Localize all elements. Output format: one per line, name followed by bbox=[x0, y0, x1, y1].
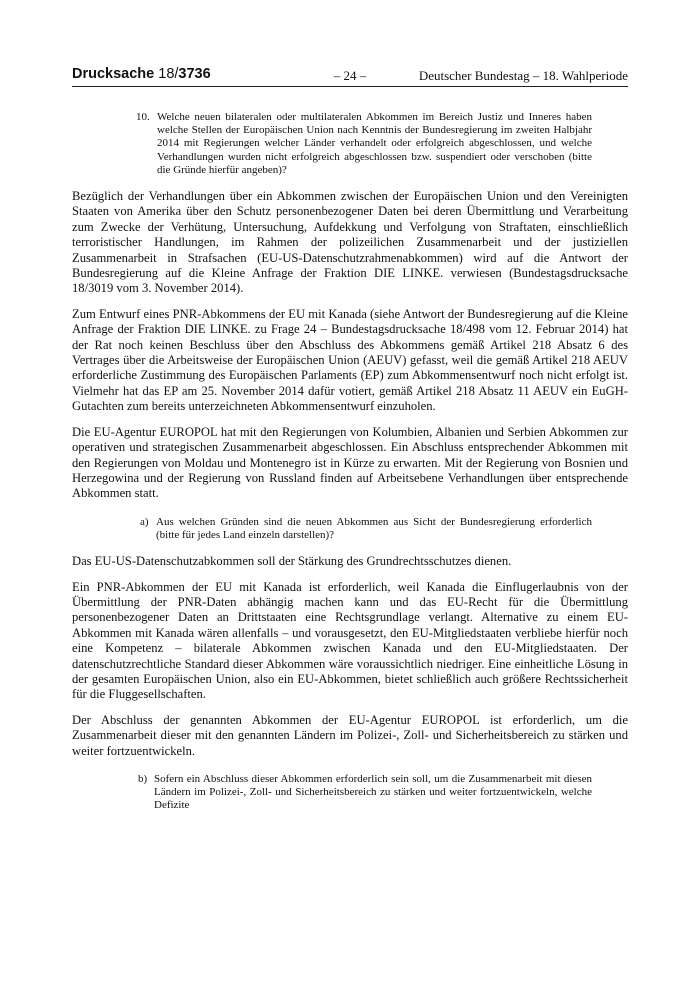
question-10 bbox=[136, 111, 592, 177]
answer-paragraph: Das EU-US-Datenschutzabkommen soll der Stärkung des Grundrechtsschutzes dienen. bbox=[72, 554, 512, 569]
question-label: b) bbox=[138, 773, 148, 786]
question-text: Welche neuen bilateralen oder multilateralen Abkommen im Bereich Justiz und Inneres haben welche Stellen der Europäischen Union nach Kenntnis der Bundesregierung im zweiten Halbjahr 2014 mit Regierungen welcher Länder verhandelt oder erfolgreich abgeschlossen, und welche Verhandlungen wurden nicht erfolgreich abgeschlossen bzw. suspendiert oder verschoben (bitte die Gründe hierfür angeben)? bbox=[157, 111, 592, 176]
answer-paragraph: Zum Entwurf eines PNR-Abkommens der EU mit Kanada (siehe Antwort der Bundesregierung auf die Kleine Anfrage der Fraktion DIE LINKE. zu Frage 24 – Bundestagsdrucksache 18/498 vom 12. Februar 2014) hat der Rat noch keinen Beschluss über den Abschluss des Abkommens gemäß Artikel 218 Absatz 6 des Vertrages über die Arbeitsweise der Europäischen Union (AEUV) gefasst, weil die gemäß Artikel 218 AEUV erforderliche Zustimmung des Europäischen Parlaments (EP) zum Abkommensentwurf noch nicht erfolgt ist. Vielmehr hat das EP am 25. November 2014 dafür votiert, gemäß Artikel 218 Absatz 11 AEUV ein EuGH-Gutachten zum bereits unterzeichneten Abkommensentwurf einzuholen. bbox=[72, 306, 628, 414]
question-10b bbox=[138, 773, 592, 813]
institution-label: Deutscher Bundestag – 18. Wahlperiode bbox=[418, 68, 628, 83]
page-content bbox=[72, 111, 628, 813]
answer-paragraph: Die EU-Agentur EUROPOL hat mit den Regierungen von Kolumbien, Albanien und Serbien Abkommen zur operativen und strategischen Zusammenarbeit abgeschlossen. Ein Abschluss entsprechender Abkommen mit den Regierungen von Moldau und Montenegro ist in Kürze zu erwarten. Mit der Regierung von Bosnien und Herzegowina und der Regierung von Russland finden auf Arbeitsebene Verhandlungen über entsprechende Abkommen statt. bbox=[72, 424, 628, 501]
question-number: 10. bbox=[136, 111, 150, 123]
question-10a bbox=[140, 516, 592, 542]
answer-paragraph: Ein PNR-Abkommen der EU mit Kanada ist erforderlich, weil Kanada die Einflugerlaubnis von der Übermittlung der PNR-Daten abhängig machen kann und das EU-Recht für die Übermittlung personenbezogener Daten an Drittstaaten eine Rechtsgrundlage verlangt. Alternative zu einem EU-Abkommen mit Kanada wären allenfalls – und vorausgesetzt, den EU-Mitgliedstaaten verbliebe hierfür noch eine Kompetenz – bilaterale Abkommen zwischen Kanada und den EU-Mitgliedstaaten. Der datenschutzrechtliche Standard dieser Abkommen wäre voraussichtlich niedriger. Eine einheitliche Lösung in der gesamten Europäischen Union, also ein EU-Abkommen, bietet schließlich auch größere Rechtssicherheit für die Fluggesellschaften. bbox=[72, 579, 628, 702]
doc-wahlperiode: 18/ bbox=[158, 66, 179, 82]
page-header bbox=[72, 64, 628, 87]
question-label: a) bbox=[140, 515, 149, 528]
answer-paragraph: Bezüglich der Verhandlungen über ein Abkommen zwischen der Europäischen Union und den Vereinigten Staaten von Amerika über den Schutz personenbezogener Daten bei deren Übermittlung und Verarbeitung zum Zwecke der Verhütung, Untersuchung, Aufdekkung und Verfolgung von Straftaten, einschließlich terroristischer Handlungen, im Rahmen der polizeilichen Zusammenarbeit und der justiziellen Zusammenarbeit in Strafsachen (EU-US-Datenschutzrahmenabkommen) wird auf die Antwort der Bundesregierung auf die Kleine Anfrage der Fraktion DIE LINKE. verwiesen (Bundestagsdrucksache 18/3019 vom 3. November 2014). bbox=[72, 189, 628, 296]
page-number: – 24 – bbox=[333, 68, 367, 83]
answer-paragraph: Der Abschluss der genannten Abkommen der EU-Agentur EUROPOL ist erforderlich, um die Zusammenarbeit dieser mit den genannten Ländern im Polizei-, Zoll- und Sicherheitsbereich zu stärken und weiter fortzuentwickeln. bbox=[72, 712, 628, 758]
question-text: Aus welchen Gründen sind die neuen Abkommen aus Sicht der Bundesregierung erforderlich (bitte für jedes Land einzeln darstellen)? bbox=[156, 515, 592, 541]
question-text: Sofern ein Abschluss dieser Abkommen erforderlich sein soll, um die Zusammenarbeit mit diesen Ländern im Polizei-, Zoll- und Sicherheitsbereich zu stärken und weiter fortzuentwickeln, welche Defizite bbox=[154, 773, 592, 812]
doc-label: Drucksache bbox=[72, 66, 155, 82]
doc-number-value: 3736 bbox=[178, 66, 211, 82]
